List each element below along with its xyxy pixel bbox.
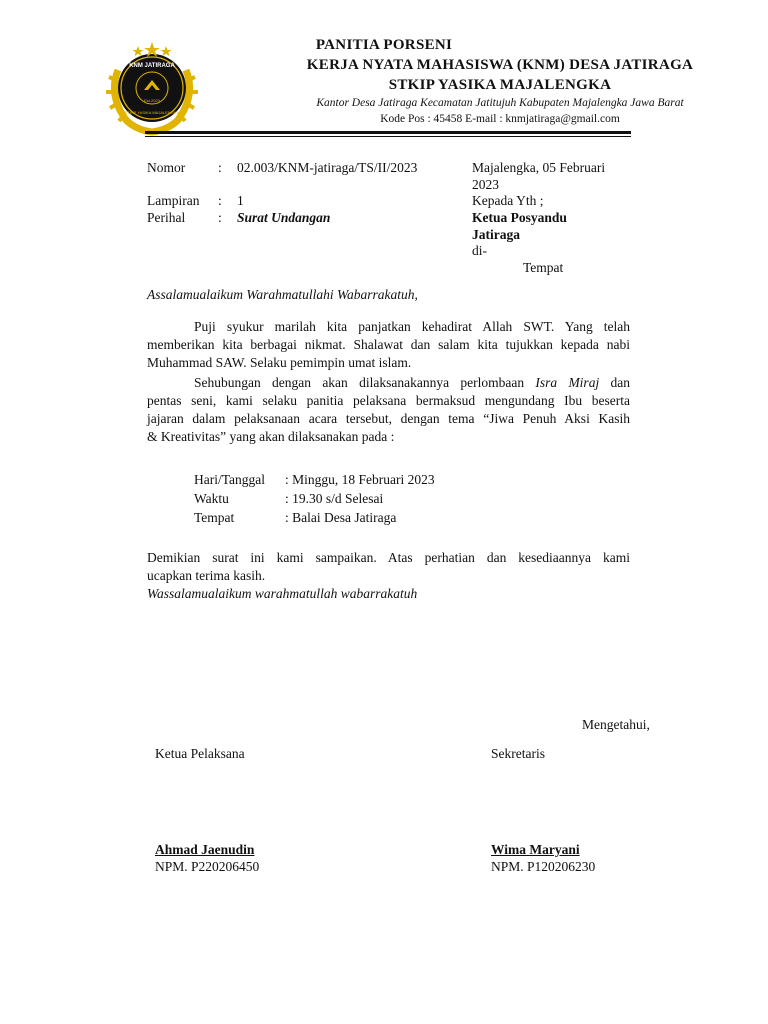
right-signer-role: Sekretaris [491, 746, 545, 761]
paragraph-closing [147, 549, 630, 585]
perihal-label: Perihal [147, 210, 186, 225]
logo-text-bottom: STKIP YASIKA MAJALENGKA [124, 110, 180, 115]
recipient-place: Tempat [523, 260, 564, 275]
event-time-label: Waktu [194, 491, 229, 506]
event-date-label: Hari/Tanggal [194, 472, 266, 487]
paragraph-line: Muhammad SAW. Selaku pemimpin umat islam. [147, 355, 412, 370]
nomor-value: 02.003/KNM-jatiraga/TS/II/2023 [237, 160, 418, 175]
recipient-di: di- [472, 243, 487, 258]
paragraph-line: memberikan kita berbagai nikmat. Shalawat dan salam kita tujukkan kepada nabi [147, 337, 630, 352]
logo-year: Est.2023 [144, 98, 160, 103]
event-name: Isra Miraj [535, 375, 600, 390]
place-date-year: 2023 [472, 177, 499, 192]
nomor-label: Nomor [147, 160, 186, 175]
right-signer-name: Wima Maryani [491, 842, 580, 857]
letterhead-contact: Kode Pos : 45458 E-mail : knmjatiraga@gmail.com [380, 113, 620, 125]
paragraph-line: Demikian surat ini kami sampaikan. Atas perhatian dan kesediaannya kami [147, 550, 630, 565]
paragraph-text: Sehubungan dengan akan dilaksanakannya perlombaan [194, 375, 525, 390]
letterhead-organization: KERJA NYATA MAHASISWA (KNM) DESA JATIRAGA [306, 57, 694, 73]
paragraph-line: & Kreativitas” yang akan dilaksanakan pada : [147, 429, 395, 444]
paragraph-invitation [147, 374, 630, 446]
lampiran-colon: : [218, 193, 222, 208]
nomor-colon: : [218, 160, 222, 175]
right-signer-npm: NPM. P120206230 [491, 859, 596, 874]
kepada-yth: Kepada Yth ; [472, 193, 544, 208]
paragraph-line: ucapkan terima kasih. [147, 568, 266, 583]
left-signer-name: Ahmad Jaenudin [155, 842, 255, 857]
opening-greeting: Assalamualaikum Warahmatullahi Wabarrakatuh, [147, 287, 418, 302]
perihal-value: Surat Undangan [237, 210, 331, 225]
left-signer-npm: NPM. P220206450 [155, 859, 260, 874]
paragraph-line [147, 374, 630, 392]
letterhead-address: Kantor Desa Jatiraga Kecamatan Jatitujuh Kabupaten Majalengka Jawa Barat [316, 97, 684, 109]
event-time-value: : 19.30 s/d Selesai [285, 491, 384, 506]
letterhead-divider-thin [145, 136, 631, 137]
knm-jatiraga-logo [104, 40, 200, 136]
letterhead-institution: STKIP YASIKA MAJALENGKA [388, 77, 612, 93]
paragraph-line: pentas seni, kami selaku panitia pelaksana bermaksud mengundang Ibu beserta [147, 393, 630, 408]
paragraph-text: dan [610, 375, 630, 390]
paragraph-line: jajaran dalam pelaksanaan acara tersebut, dengan tema “Jiwa Penuh Aksi Kasih [147, 411, 630, 426]
paragraph-intro [147, 318, 630, 372]
recipient-name: Ketua Posyandu [472, 210, 567, 225]
paragraph-line: Puji syukur marilah kita panjatkan kehadirat Allah SWT. Yang telah [194, 319, 630, 334]
letterhead-divider-thick [145, 131, 631, 134]
event-date-value: : Minggu, 18 Februari 2023 [285, 472, 435, 487]
mengetahui-label: Mengetahui, [582, 717, 650, 732]
letterhead-title: PANITIA PORSENI [315, 37, 453, 53]
logo-text-top: KNM JATIRAGA [129, 63, 175, 69]
place-date: Majalengka, 05 Februari [472, 160, 606, 175]
closing-greeting: Wassalamualaikum warahmatullah wabarrakatuh [147, 586, 418, 601]
lampiran-value: 1 [237, 193, 244, 208]
event-place-value: : Balai Desa Jatiraga [285, 510, 397, 525]
event-place-label: Tempat [194, 510, 235, 525]
left-signer-role: Ketua Pelaksana [155, 746, 245, 761]
lampiran-label: Lampiran [147, 193, 200, 208]
recipient-name-line2: Jatiraga [472, 227, 520, 242]
perihal-colon: : [218, 210, 222, 225]
